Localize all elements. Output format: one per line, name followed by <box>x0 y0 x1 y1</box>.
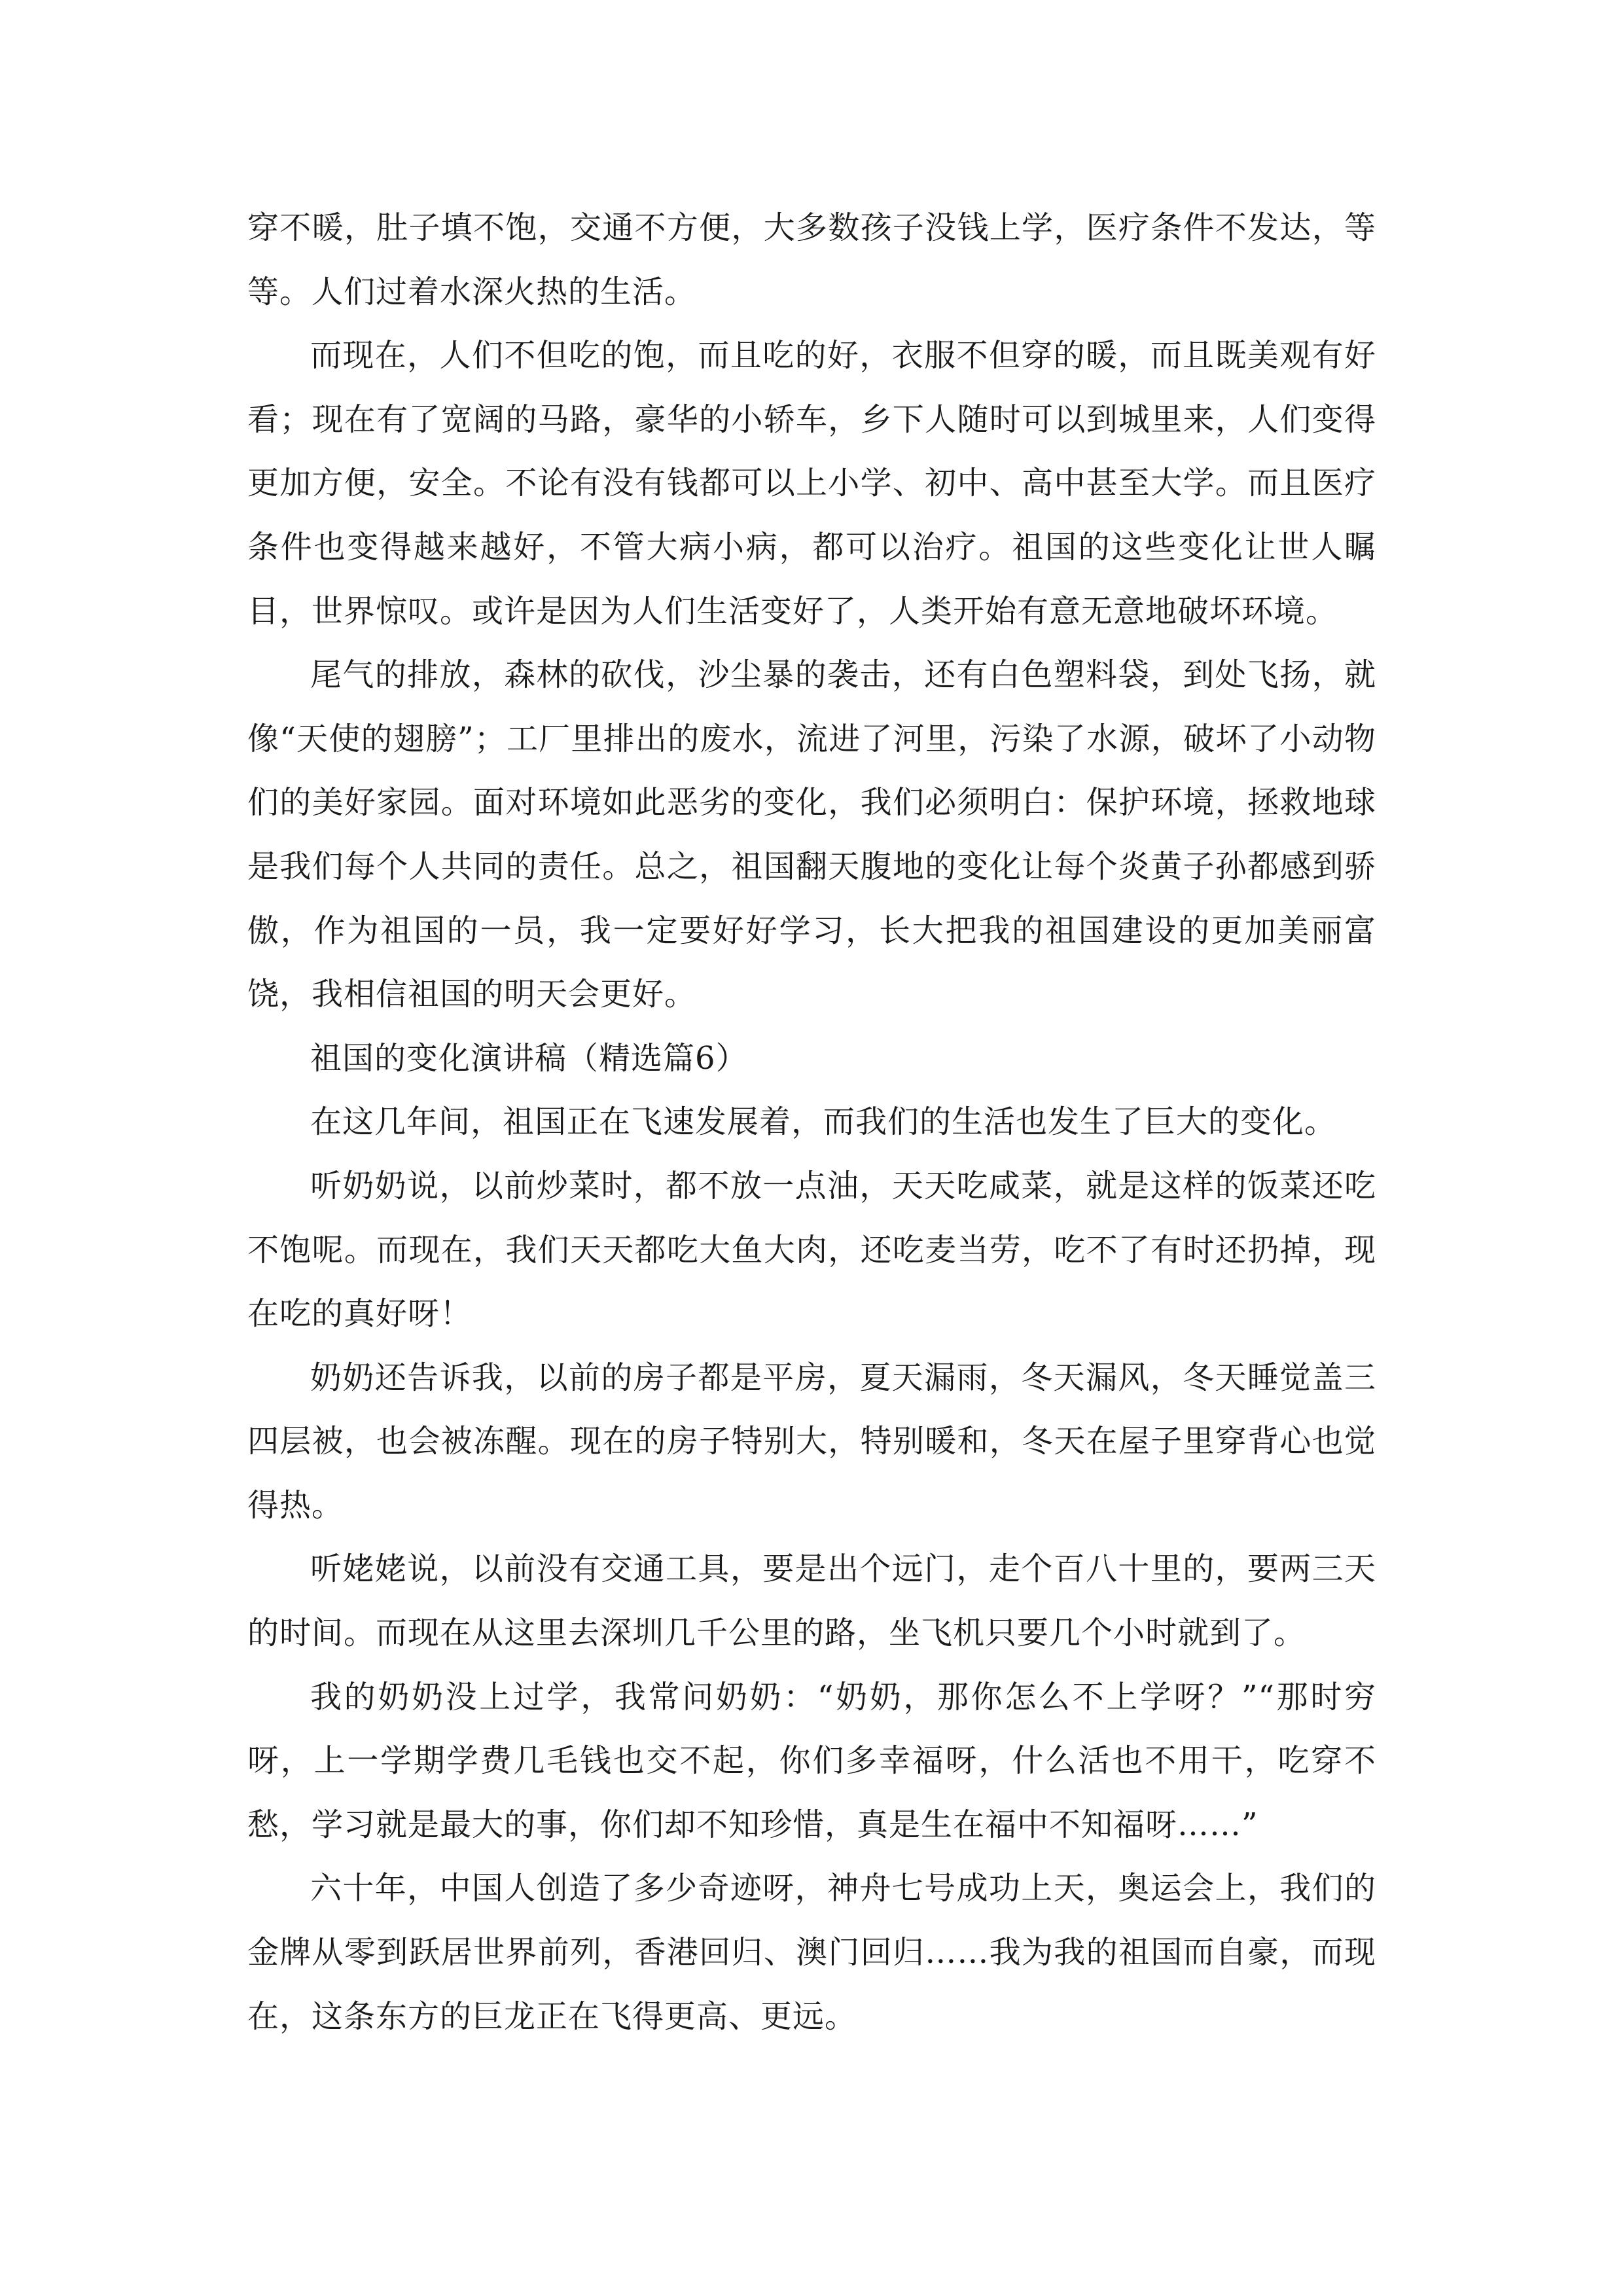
section-heading: 祖国的变化演讲稿（精选篇6） <box>310 1039 748 1077</box>
paragraph: 尾气的排放，森林的砍伐，沙尘暴的袭击，还有白色塑料袋，到处飞扬，就像“天使的翅膀”；工厂里排出的废水，流进了河里，污染了水源，破坏了小动物们的美好家园。面对环境如此恶劣的变化，我们必须明白：保护环境，拯救地球是我们每个人共同的责任。总之，祖国翻天腹地的变化让每个炎黄子孙都感到骄傲，作为祖国的一员，我一定要好好学习，长大把我的祖国建设的更加美丽富饶，我相信祖国的明天会更好。 <box>247 656 1376 1013</box>
paragraph: 听奶奶说，以前炒菜时，都不放一点油，天天吃咸菜，就是这样的饭菜还吃不饱呢。而现在，我们天天都吃大鱼大肉，还吃麦当劳，吃不了有时还扔掉，现在吃的真好呀！ <box>247 1167 1376 1333</box>
paragraph: 听姥姥说，以前没有交通工具，要是出个远门，走个百八十里的，要两三天的时间。而现在从这里去深圳几千公里的路，坐飞机只要几个小时就到了。 <box>247 1551 1376 1652</box>
paragraph: 我的奶奶没上过学，我常问奶奶：“奶奶，那你怎么不上学呀？”“那时穷呀，上一学期学费几毛钱也交不起，你们多幸福呀，什么活也不用干，吃穿不愁，学习就是最大的事，你们却不知珍惜，真是生在福中不知福呀……” <box>247 1678 1376 1843</box>
paragraph-continuation: 穿不暖，肚子填不饱，交通不方便，大多数孩子没钱上学，医疗条件不发达，等等。人们过着水深火热的生活。 <box>247 209 1376 310</box>
paragraph: 而现在，人们不但吃的饱，而且吃的好，衣服不但穿的暖，而且既美观有好看；现在有了宽阔的马路，豪华的小轿车，乡下人随时可以到城里来，人们变得更加方便，安全。不论有没有钱都可以上小学、初中、高中甚至大学。而且医疗条件也变得越来越好，不管大病小病，都可以治疗。祖国的这些变化让世人瞩目，世界惊叹。或许是因为人们生活变好了，人类开始有意无意地破坏环境。 <box>247 337 1376 630</box>
paragraph: 六十年，中国人创造了多少奇迹呀，神舟七号成功上天，奥运会上，我们的金牌从零到跃居世界前列，香港回归、澳门回归……我为我的祖国而自豪，而现在，这条东方的巨龙正在飞得更高、更远。 <box>247 1870 1376 2035</box>
document-body <box>247 196 1376 2049</box>
paragraph: 在这几年间，祖国正在飞速发展着，而我们的生活也发生了巨大的变化。 <box>310 1103 1337 1141</box>
paragraph: 奶奶还告诉我，以前的房子都是平房，夏天漏雨，冬天漏风，冬天睡觉盖三四层被，也会被冻醒。现在的房子特别大，特别暖和，冬天在屋子里穿背心也觉得热。 <box>247 1359 1376 1524</box>
